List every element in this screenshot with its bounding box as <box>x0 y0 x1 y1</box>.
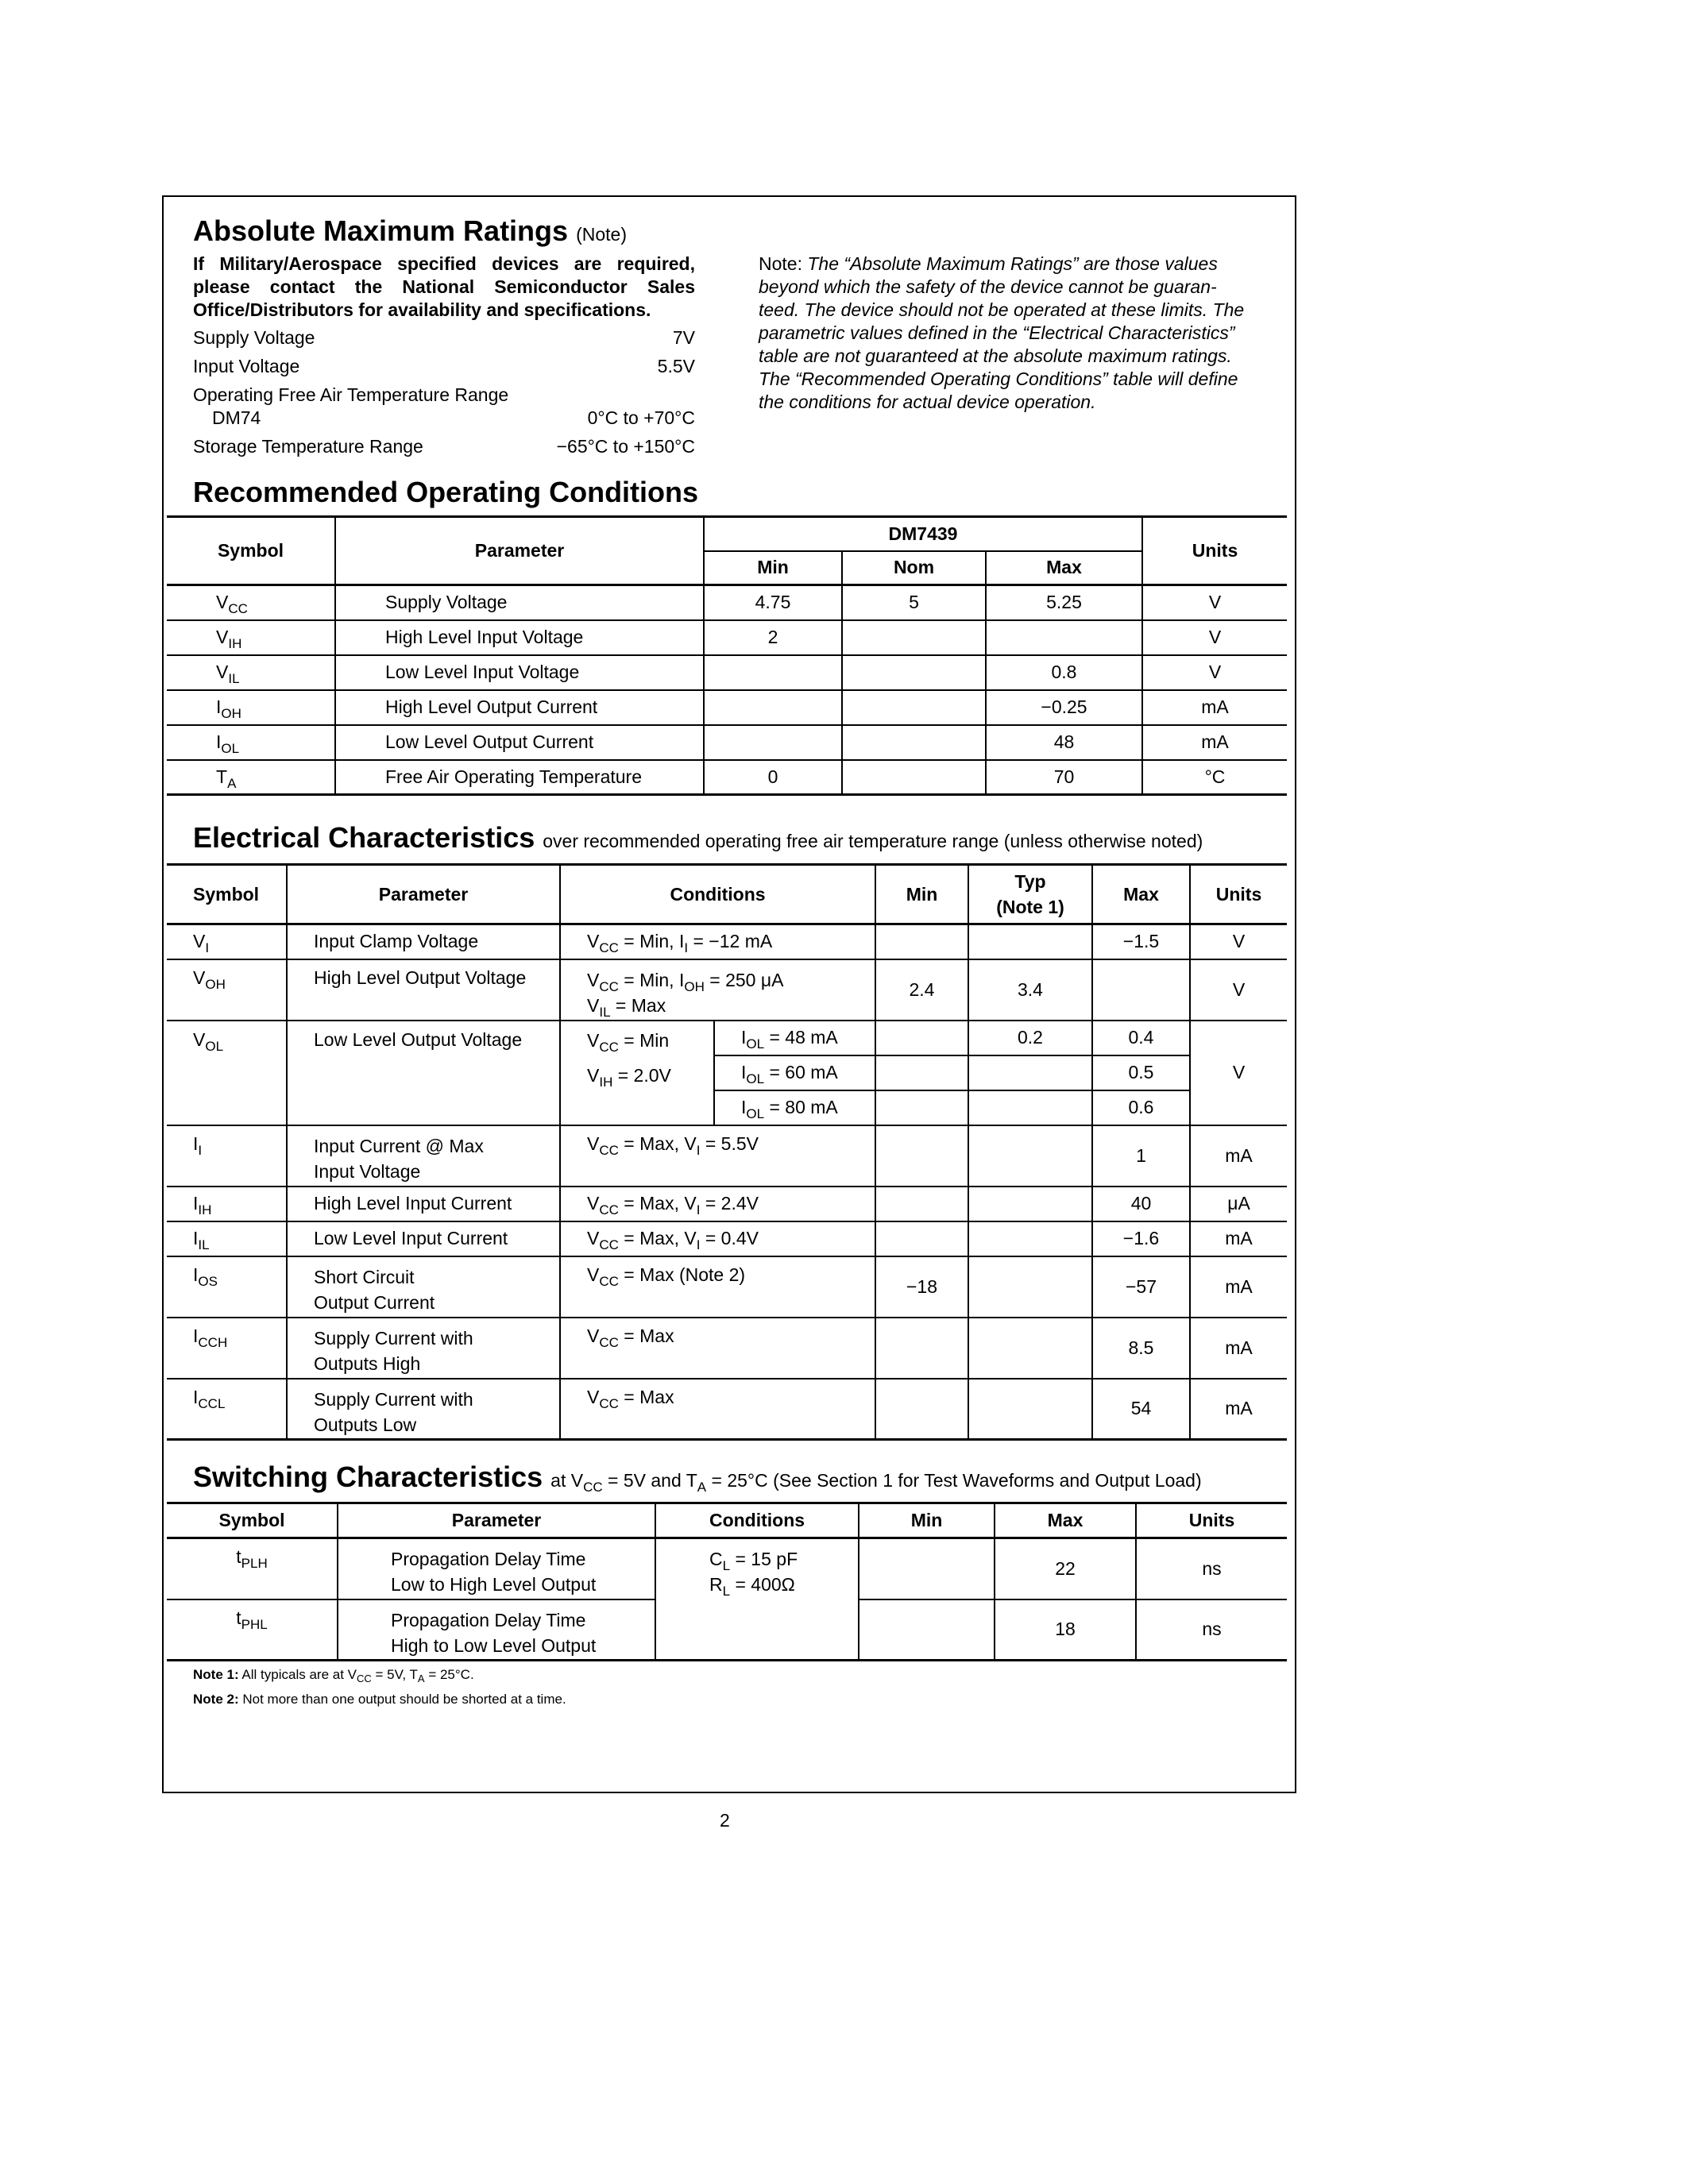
units-cell: V <box>1232 931 1246 952</box>
parameter-cell: High Level Input Current <box>287 1187 560 1221</box>
max-cell: 0.4 <box>1092 1021 1190 1055</box>
symbol-cell <box>167 620 335 655</box>
typ-cell <box>968 1256 1092 1318</box>
symbol-cell <box>167 1256 287 1318</box>
symbol-text: V <box>216 592 229 613</box>
symbol-text: t <box>236 1546 241 1567</box>
table-row <box>167 1221 1287 1256</box>
rating-value: 7V <box>672 327 695 348</box>
units-cell: μA <box>1227 1193 1250 1214</box>
symbol-cell <box>167 924 287 959</box>
units-cell: V <box>1190 1021 1287 1125</box>
symbol-cell <box>167 1021 287 1125</box>
rating-value: 5.5V <box>657 356 695 376</box>
param-line: Supply Current with <box>314 1327 473 1349</box>
symbol-text: V <box>193 1028 206 1050</box>
symbol-text: T <box>216 766 228 787</box>
param-line: Input Voltage <box>314 1160 421 1182</box>
nom-cell <box>842 655 986 690</box>
symbol-sub: I <box>198 1142 203 1158</box>
note-line <box>759 253 1267 276</box>
note-line: teed. The device should not be operated at these limits. The <box>759 299 1245 320</box>
cond-text: = 2.0V <box>617 1064 671 1086</box>
symbol-text: I <box>216 696 222 717</box>
rating-dm74 <box>193 407 695 430</box>
max-cell: 22 <box>995 1538 1136 1599</box>
cond-text: = −12 mA <box>693 931 773 952</box>
conditions-cell: $V_{CC}$ = Max (Note 2) <box>560 1256 875 1318</box>
table-row <box>167 760 1287 795</box>
symbol-cell <box>167 1599 338 1661</box>
parameter-cell: High Level Input Voltage <box>335 620 704 655</box>
table-row <box>167 959 1287 1021</box>
min-cell: −18 <box>875 1256 968 1318</box>
typ-cell <box>968 1379 1092 1440</box>
param-line: High to Low Level Output <box>391 1634 597 1656</box>
nom-cell <box>842 725 986 760</box>
note-text: = 25°C. <box>428 1667 474 1682</box>
symbol-cell <box>167 690 335 725</box>
max-cell: 0.5 <box>1092 1055 1190 1090</box>
param-line: Outputs Low <box>314 1414 417 1435</box>
table-row <box>167 1256 1287 1318</box>
cond-text: = Max <box>624 1325 674 1346</box>
symbol-cell <box>167 585 335 620</box>
param-line: Short Circuit <box>314 1266 415 1287</box>
min-cell <box>875 1187 968 1221</box>
typ-cell <box>968 1187 1092 1221</box>
symbol-sub: PLH <box>241 1556 268 1571</box>
table-header-row <box>167 865 1287 924</box>
symbol-cell <box>167 1538 338 1599</box>
table-header-row <box>167 517 1287 551</box>
table-row <box>167 585 1287 620</box>
symbol-sub: OH <box>221 706 241 721</box>
min-cell <box>704 725 842 760</box>
abs-max-title-text: Absolute Maximum Ratings <box>193 214 569 247</box>
symbol-cell <box>167 760 335 795</box>
rating-label: Operating Free Air Temperature Range <box>193 384 509 405</box>
table-row <box>167 725 1287 760</box>
min-cell: 2 <box>704 620 842 655</box>
symbol-sub: IL <box>228 671 240 686</box>
note-line: The “Recommended Operating Conditions” table will define <box>759 369 1238 389</box>
max-cell: −1.6 <box>1092 1221 1190 1256</box>
table-row <box>167 1125 1287 1187</box>
rating-label: Storage Temperature Range <box>193 436 423 457</box>
units-cell: ns <box>1202 1557 1222 1579</box>
symbol-text: V <box>193 931 206 952</box>
symbol-sub: I <box>205 940 210 956</box>
max-cell <box>986 620 1142 655</box>
max-cell: 18 <box>995 1599 1136 1661</box>
max-cell: −0.25 <box>986 690 1142 725</box>
cond-text: = Min <box>624 1029 670 1051</box>
cond-text: = 60 mA <box>769 1062 838 1082</box>
param-line: Outputs High <box>314 1352 421 1374</box>
max-cell: −57 <box>1092 1256 1190 1318</box>
header-symbol: Symbol <box>167 865 287 924</box>
symbol-cell <box>167 725 335 760</box>
symbol-sub: A <box>227 775 237 791</box>
symbol-sub: IL <box>198 1237 210 1252</box>
header-max: Max <box>986 551 1142 585</box>
min-cell <box>875 924 968 959</box>
units-cell: V <box>1208 662 1222 682</box>
header-min: Min <box>704 551 842 585</box>
table-row <box>167 1021 1287 1055</box>
nom-cell <box>842 620 986 655</box>
subtitle-part: = 5V and T <box>608 1470 697 1491</box>
header-parameter: Parameter <box>287 865 560 924</box>
note-line: table are not guaranteed at the absolute maximum ratings. <box>759 345 1232 366</box>
cond-text: = Max (Note 2) <box>624 1264 746 1285</box>
notes-block <box>193 1662 566 1711</box>
parameter-cell <box>287 1256 560 1318</box>
parameter-cell <box>287 1125 560 1187</box>
rating-label: DM74 <box>212 407 261 428</box>
param-line: Low to High Level Output <box>391 1574 597 1595</box>
note-1-label: Note 1: <box>193 1667 239 1682</box>
cond-text: = 80 mA <box>769 1097 838 1117</box>
header-typ-label: Typ <box>1014 871 1046 892</box>
param-line: Input Current @ Max <box>314 1135 484 1156</box>
typ-cell: 0.2 <box>968 1021 1092 1055</box>
max-cell: 40 <box>1092 1187 1190 1221</box>
conditions-subcell: $I_{OL} = 80$ mA <box>714 1090 875 1125</box>
min-cell: 2.4 <box>875 959 968 1021</box>
warning-line: please contact the National Semiconductor Sales <box>193 276 695 297</box>
conditions-cell: $V_{CC}$ = Max <box>560 1318 875 1379</box>
units-cell: mA <box>1201 696 1229 717</box>
symbol-text: I <box>193 1325 199 1346</box>
min-cell <box>875 1125 968 1187</box>
table-row <box>167 1538 1287 1599</box>
electrical-subtitle: over recommended operating free air temperature range (unless otherwise noted) <box>543 831 1203 851</box>
units-cell: V <box>1232 978 1246 1000</box>
units-cell: ns <box>1202 1619 1222 1640</box>
switching-table <box>167 1502 1287 1661</box>
abs-max-title <box>193 214 627 248</box>
table-row <box>167 690 1287 725</box>
warning-line: Office/Distributors for availability and specifications. <box>193 299 651 320</box>
max-cell: 8.5 <box>1092 1318 1190 1379</box>
nom-cell <box>842 690 986 725</box>
parameter-cell <box>287 1379 560 1440</box>
max-cell <box>1092 959 1190 1021</box>
cond-text: = Max, V <box>624 1228 697 1248</box>
units-cell: mA <box>1225 1398 1253 1419</box>
max-cell: 48 <box>986 725 1142 760</box>
typ-cell: 3.4 <box>968 959 1092 1021</box>
typ-cell <box>968 1221 1092 1256</box>
units-cell: mA <box>1225 1228 1253 1248</box>
rating-label: Supply Voltage <box>193 327 315 348</box>
table-header-row <box>167 1503 1287 1538</box>
symbol-sub: IH <box>228 636 242 651</box>
conditions-subcell: $I_{OL} = 60$ mA <box>714 1055 875 1090</box>
units-cell: mA <box>1225 1337 1253 1358</box>
min-cell: 0 <box>704 760 842 795</box>
rating-input-voltage <box>193 355 695 378</box>
cond-text: = 400Ω <box>735 1574 795 1595</box>
min-cell <box>859 1599 995 1661</box>
header-symbol: Symbol <box>167 517 335 585</box>
parameter-cell: Input Clamp Voltage <box>287 924 560 959</box>
units-cell: mA <box>1225 1144 1253 1166</box>
table-row <box>167 1318 1287 1379</box>
max-cell: 54 <box>1092 1379 1190 1440</box>
header-units: Units <box>1215 883 1262 905</box>
cond-text: = Max, V <box>624 1133 697 1154</box>
electrical-table <box>167 863 1287 1441</box>
conditions-cell: $V_{CC}$ = Max, $V_I = 0.4V$ <box>560 1221 875 1256</box>
min-cell <box>875 1221 968 1256</box>
symbol-cell <box>167 1318 287 1379</box>
header-min: Min <box>859 1503 995 1538</box>
note-line: the conditions for actual device operation. <box>759 392 1096 412</box>
switching-title <box>193 1461 1202 1494</box>
note-label: Note: <box>759 253 802 274</box>
recommended-table <box>167 515 1287 796</box>
parameter-cell <box>338 1599 655 1661</box>
switching-subtitle: at $V_{CC} = 5V$ and $T_A = 25^\circ C$ (See Section 1 for Test Waveforms and Output Load) <box>550 1470 1202 1495</box>
switching-title-text: Switching Characteristics <box>193 1461 543 1493</box>
parameter-cell <box>287 1318 560 1379</box>
min-cell <box>875 1055 968 1090</box>
table-row <box>167 1379 1287 1440</box>
max-cell: 0.6 <box>1092 1090 1190 1125</box>
cond-text: = Min, I <box>624 969 685 990</box>
min-cell: 4.75 <box>704 585 842 620</box>
note-2-label: Note 2: <box>193 1692 239 1707</box>
max-cell: 70 <box>986 760 1142 795</box>
max-cell: 1 <box>1092 1125 1190 1187</box>
parameter-cell: Low Level Output Voltage <box>287 1021 560 1125</box>
min-cell <box>875 1090 968 1125</box>
nom-cell: 5 <box>842 585 986 620</box>
symbol-cell <box>167 1125 287 1187</box>
units-cell: V <box>1208 627 1222 647</box>
typ-cell <box>968 1090 1092 1125</box>
nom-cell <box>842 760 986 795</box>
rating-label: Input Voltage <box>193 356 300 376</box>
symbol-cell <box>167 1379 287 1440</box>
cond-text: = Max <box>615 994 666 1016</box>
note-text: = 5V, T <box>375 1667 418 1682</box>
symbol-text: I <box>193 1228 199 1248</box>
electrical-title <box>193 821 1203 855</box>
table-row <box>167 1187 1287 1221</box>
rating-storage-temp <box>193 435 695 458</box>
ratings-list <box>193 326 695 458</box>
typ-cell <box>968 924 1092 959</box>
table-row <box>167 924 1287 959</box>
param-line: Supply Current with <box>314 1388 473 1410</box>
typ-cell <box>968 1125 1092 1187</box>
symbol-sub: OL <box>205 1038 224 1054</box>
header-typ-note: (Note 1) <box>996 897 1064 917</box>
min-cell <box>704 655 842 690</box>
symbol-cell <box>167 959 287 1021</box>
conditions-cell: $V_{CC}$ = Max, $V_I = 5.5V$ <box>560 1125 875 1187</box>
conditions-cell: $C_L = 15$ pF $R_L = 400\Omega$ <box>655 1538 859 1661</box>
rating-value: 0°C to +70°C <box>587 407 695 428</box>
header-parameter: Parameter <box>335 517 704 585</box>
conditions-cell: $V_{CC}$ = Min $V_{IH} = 2.0V$ <box>560 1021 714 1125</box>
note-line: parametric values defined in the “Electrical Characteristics” <box>759 322 1235 343</box>
max-cell: 5.25 <box>986 585 1142 620</box>
note-line: beyond which the safety of the device cannot be guaran- <box>759 276 1217 297</box>
header-conditions: Conditions <box>560 865 875 924</box>
symbol-sub: OH <box>205 976 226 992</box>
parameter-cell <box>338 1538 655 1599</box>
cond-text: = Max <box>624 1386 674 1407</box>
units-cell: mA <box>1225 1275 1253 1297</box>
max-cell: −1.5 <box>1092 924 1190 959</box>
header-units: Units <box>1192 540 1238 561</box>
max-cell: 0.8 <box>986 655 1142 690</box>
rating-value: −65°C to +150°C <box>556 436 695 457</box>
header-parameter: Parameter <box>338 1503 655 1538</box>
page-number: 2 <box>720 1810 730 1831</box>
conditions-cell: $V_{CC}$ = Max <box>560 1379 875 1440</box>
symbol-text: I <box>216 731 222 752</box>
symbol-sub: IH <box>198 1202 212 1217</box>
symbol-text: I <box>193 1264 199 1285</box>
symbol-sub: PHL <box>241 1616 268 1632</box>
units-cell: V <box>1208 592 1222 613</box>
units-cell: °C <box>1204 766 1226 787</box>
parameter-cell: High Level Output Current <box>335 690 704 725</box>
header-units: Units <box>1188 1510 1235 1530</box>
typ-cell <box>968 1055 1092 1090</box>
parameter-cell: Free Air Operating Temperature <box>335 760 704 795</box>
min-cell <box>704 690 842 725</box>
header-max: Max <box>995 1503 1136 1538</box>
cond-text: = 2.4V <box>705 1193 759 1214</box>
symbol-sub: OS <box>198 1273 218 1289</box>
table-row <box>167 620 1287 655</box>
header-symbol: Symbol <box>167 1503 338 1538</box>
subtitle-part: at V <box>550 1470 584 1491</box>
param-line: Propagation Delay Time <box>391 1609 586 1630</box>
symbol-cell <box>167 1221 287 1256</box>
header-max: Max <box>1092 865 1190 924</box>
conditions-subcell: $I_{OL} = 48$ mA <box>714 1021 875 1055</box>
min-cell <box>875 1379 968 1440</box>
conditions-cell: $V_{CC}$ = Max, $V_I = 2.4V$ <box>560 1187 875 1221</box>
symbol-text: V <box>193 967 206 988</box>
subtitle-part: = 25°C (See Section 1 for Test Waveforms and Output Load) <box>711 1470 1202 1491</box>
cond-text: = 5.5V <box>705 1133 759 1154</box>
abs-max-title-note: (Note) <box>576 224 627 245</box>
header-dm7439: DM7439 <box>704 517 1142 551</box>
note-2 <box>193 1687 566 1711</box>
note-1: Note 1: All typicals are at $V_{CC} = 5V$, $T_A = 25^\circ C$. <box>193 1667 474 1684</box>
param-line: Output Current <box>314 1291 435 1313</box>
min-cell <box>859 1538 995 1599</box>
header-min: Min <box>875 865 968 924</box>
symbol-text: t <box>236 1607 241 1628</box>
warning-line: If Military/Aerospace specified devices are required, <box>193 253 695 274</box>
symbol-text: V <box>216 662 229 682</box>
note-text: Not more than one output should be shorted at a time. <box>242 1692 566 1707</box>
cond-text: = 48 mA <box>769 1027 838 1048</box>
symbol-sub: OL <box>221 741 240 756</box>
cond-text: = Max, V <box>624 1193 697 1214</box>
note-text: The “Absolute Maximum Ratings” are those values <box>807 253 1218 274</box>
symbol-sub: CC <box>228 601 248 617</box>
parameter-cell: High Level Output Voltage <box>287 959 560 1021</box>
table-row <box>167 655 1287 690</box>
rating-supply-voltage <box>193 326 695 349</box>
rating-operating-temp <box>193 384 695 407</box>
header-conditions: Conditions <box>655 1503 859 1538</box>
symbol-text: I <box>193 1386 199 1407</box>
min-cell <box>875 1318 968 1379</box>
parameter-cell: Supply Voltage <box>335 585 704 620</box>
symbol-cell <box>167 655 335 690</box>
cond-text: = 0.4V <box>705 1228 759 1248</box>
conditions-cell: $V_{CC}$ = Min, $I_I = -12$ mA <box>560 924 875 959</box>
min-cell <box>875 1021 968 1055</box>
typ-cell <box>968 1318 1092 1379</box>
parameter-cell: Low Level Input Voltage <box>335 655 704 690</box>
header-typ <box>968 865 1092 924</box>
abs-max-note <box>759 253 1267 414</box>
units-cell: mA <box>1201 731 1229 752</box>
electrical-title-text: Electrical Characteristics <box>193 821 535 854</box>
symbol-text: I <box>193 1133 199 1154</box>
parameter-cell: Low Level Input Current <box>287 1221 560 1256</box>
recommended-title: Recommended Operating Conditions <box>193 476 699 508</box>
symbol-cell <box>167 1187 287 1221</box>
symbol-sub: CCL <box>198 1395 226 1411</box>
cond-text: = Min, I <box>624 931 685 952</box>
cond-text: = 250 μA <box>709 969 784 990</box>
param-line: Propagation Delay Time <box>391 1549 586 1569</box>
parameter-cell: Low Level Output Current <box>335 725 704 760</box>
cond-text: = 15 pF <box>735 1549 798 1569</box>
conditions-cell: $V_{CC}$ = Min, $I_{OH} = 250$ μA $V_{IL}$ = Max <box>560 959 875 1021</box>
symbol-text: I <box>193 1193 199 1214</box>
symbol-sub: CCH <box>198 1334 228 1350</box>
symbol-text: V <box>216 627 229 647</box>
military-warning <box>193 253 695 322</box>
note-text: All typicals are at V <box>241 1667 357 1682</box>
header-nom: Nom <box>842 551 986 585</box>
